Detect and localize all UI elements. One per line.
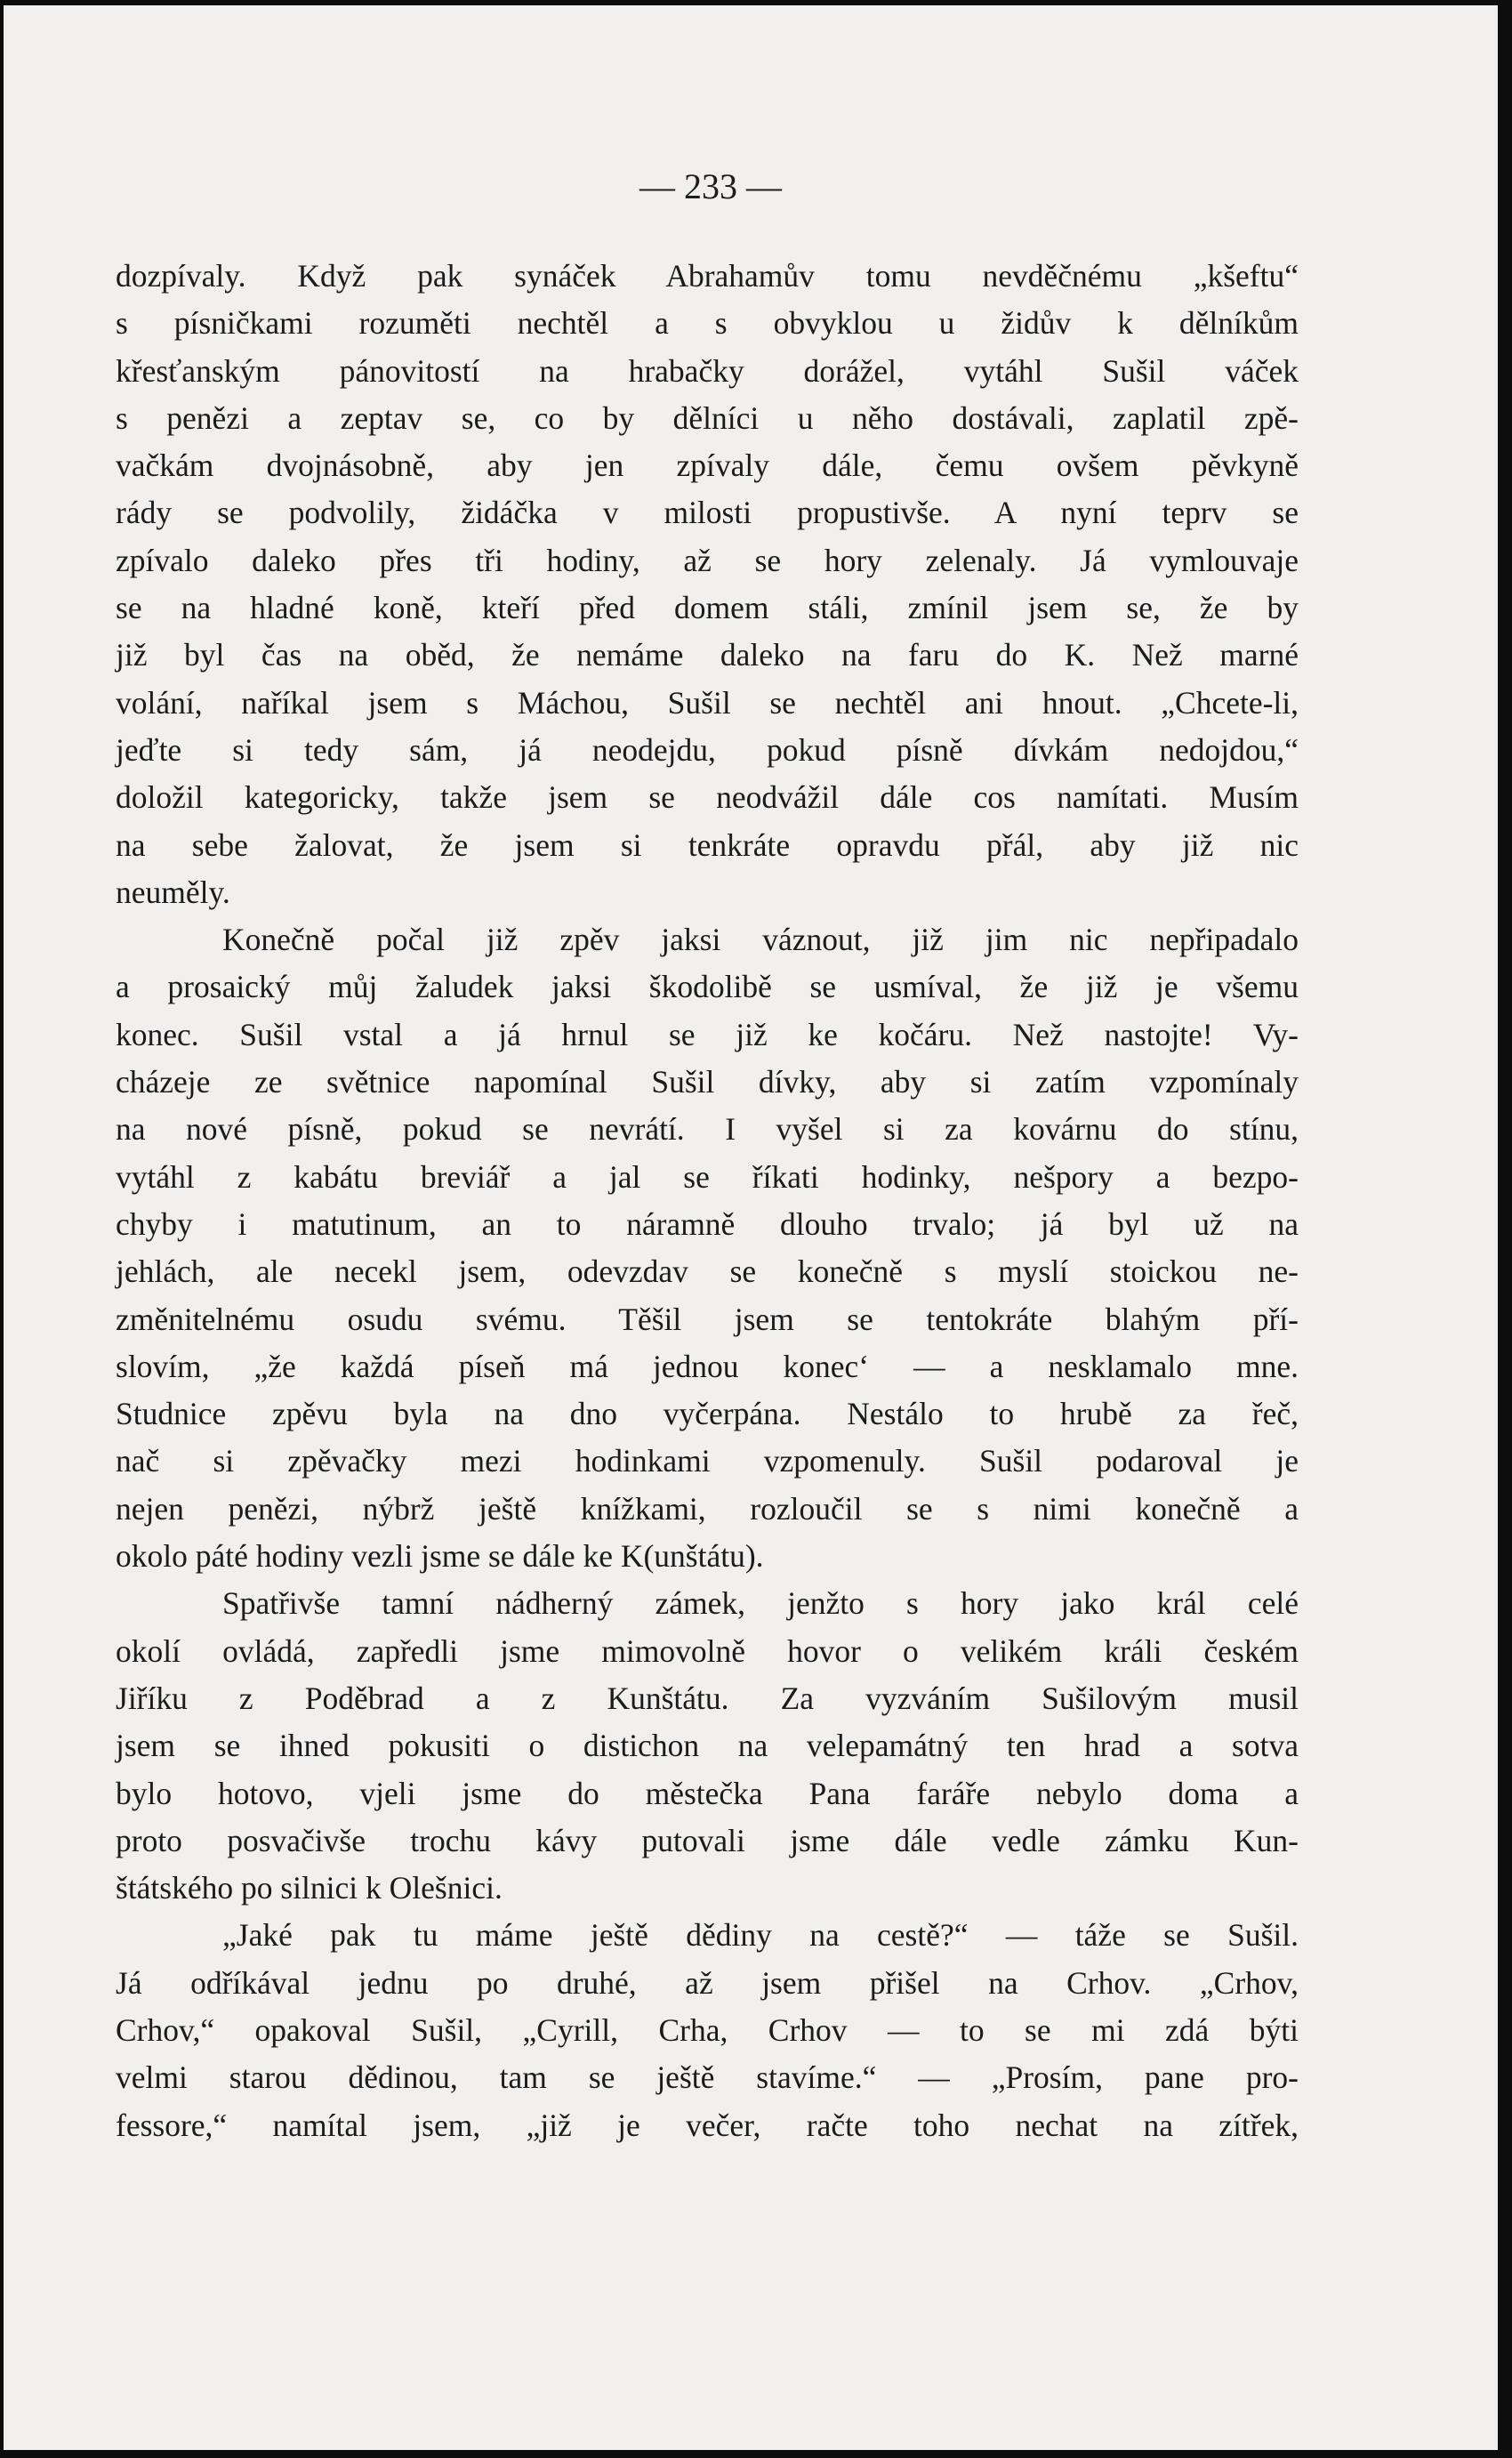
text-line: a prosaický můj žaludek jaksi škodolibě se usmíval, že již je všemu [116,969,1299,1005]
text-line: se na hladné koně, kteří před domem stáli, zmínil jsem se, že by [116,590,1299,626]
text-line: změnitelnému osudu svému. Těšil jsem se tentokráte blahým pří- [116,1301,1299,1337]
page-number: — 233 — [639,166,782,206]
text-line: okolo páté hodiny vezli jsme se dále ke K(unštátu). [116,1538,764,1575]
text-line: s písničkami rozuměti nechtěl a s obvyklou u židův k dělníkům [116,305,1299,342]
paragraph-2 [116,916,1299,1580]
text-line: vytáhl z kabátu breviář a jal se říkati hodinky, nešpory a bezpo- [116,1158,1299,1195]
text-line: chyby i matutinum, an to náramně dlouho trvalo; já byl už na [116,1205,1299,1242]
book-page [4,5,1498,2450]
text-line: Konečně počal již zpěv jaksi váznout, již jim nic nepřipadalo [222,922,1299,958]
text-line: konec. Sušil vstal a já hrnul se již ke kočáru. Než nastojte! Vy- [116,1016,1299,1052]
text-line: Jiříku z Poděbrad a z Kunštátu. Za vyzváním Sušilovým musil [116,1680,1299,1716]
text-line: nejen penězi, nýbrž ještě knížkami, rozloučil se s nimi konečně a [116,1490,1299,1527]
paragraph-1 [116,253,1299,916]
text-line: na nové písně, pokud se nevrátí. I vyšel si za kovárnu do stínu, [116,1111,1299,1148]
text-line: jsem se ihned pokusiti o distichon na velepamátný ten hrad a sotva [116,1728,1299,1764]
text-line: neuměly. [116,874,230,910]
text-line: Spatřivše tamní nádherný zámek, jenžto s hory jako král celé [222,1585,1299,1622]
text-line: křesťanským pánovitostí na hrabačky dorážel, vytáhl Sušil váček [116,352,1299,389]
text-line: Já odříkával jednu po druhé, až jsem přišel na Crhov. „Crhov, [116,1964,1299,2001]
text-line: zpívalo daleko přes tři hodiny, až se hory zelenaly. Já vymlouvaje [116,542,1299,578]
text-line: nač si zpěvačky mezi hodinkami vzpomenuly. Sušil podaroval je [116,1443,1299,1479]
text-line: Studnice zpěvu byla na dno vyčerpána. Nestálo to hrubě za řeč, [116,1396,1299,1432]
text-line: cházeje ze světnice napomínal Sušil dívky, aby si zatím vzpomínaly [116,1064,1299,1100]
text-line: rády se podvolily, židáčka v milosti propustivše. A nyní teprv se [116,495,1299,531]
text-line: proto posvačivše trochu kávy putovali jsme dále vedle zámku Kun- [116,1822,1299,1858]
text-line: vačkám dvojnásobně, aby jen zpívaly dále, čemu ovšem pěvkyně [116,447,1299,484]
text-line: „Jaké pak tu máme ještě dědiny na cestě?“ — táže se Sušil. [222,1917,1299,1954]
text-line: bylo hotovo, vjeli jsme do městečka Pana faráře nebylo doma a [116,1775,1299,1811]
text-line: slovím, „že každá píseň má jednou konec‘ — a nesklamalo mne. [116,1348,1299,1384]
text-line: doložil kategoricky, takže jsem se neodvážil dále cos namítati. Musím [116,779,1299,816]
text-line: okolí ovládá, zapředli jsme mimovolně hovor o velikém králi českém [116,1632,1299,1669]
text-line: na sebe žalovat, že jsem si tenkráte opravdu přál, aby již nic [116,826,1299,863]
text-line: dozpívaly. Když pak synáček Abrahamův tomu nevděčnému „kšeftu“ [116,258,1299,294]
paragraph-4 [116,1912,1299,2148]
text-line: s penězi a zeptav se, co by dělníci u něho dostávali, zaplatil zpě- [116,399,1299,436]
text-line: fessore,“ namítal jsem, „již je večer, račte toho nechat na zítřek, [116,2107,1299,2143]
text-line: již byl čas na oběd, že nemáme daleko na faru do K. Než marné [116,637,1299,673]
text-body [116,253,1299,2149]
text-line: velmi starou dědinou, tam se ještě stavíme.“ — „Prosím, pane pro- [116,2059,1299,2096]
paragraph-3 [116,1580,1299,1912]
text-line: jehlách, ale necekl jsem, odevzdav se konečně s myslí stoickou ne- [116,1253,1299,1290]
text-line: volání, naříkal jsem s Máchou, Sušil se nechtěl ani hnout. „Chcete-li, [116,684,1299,721]
text-line: Crhov,“ opakoval Sušil, „Cyrill, Crha, Crhov — to se mi zdá býti [116,2011,1299,2048]
text-line: štátského po silnici k Olešnici. [116,1870,503,1906]
text-line: jeďte si tedy sám, já neodejdu, pokud písně dívkám nedojdou,“ [116,731,1299,768]
